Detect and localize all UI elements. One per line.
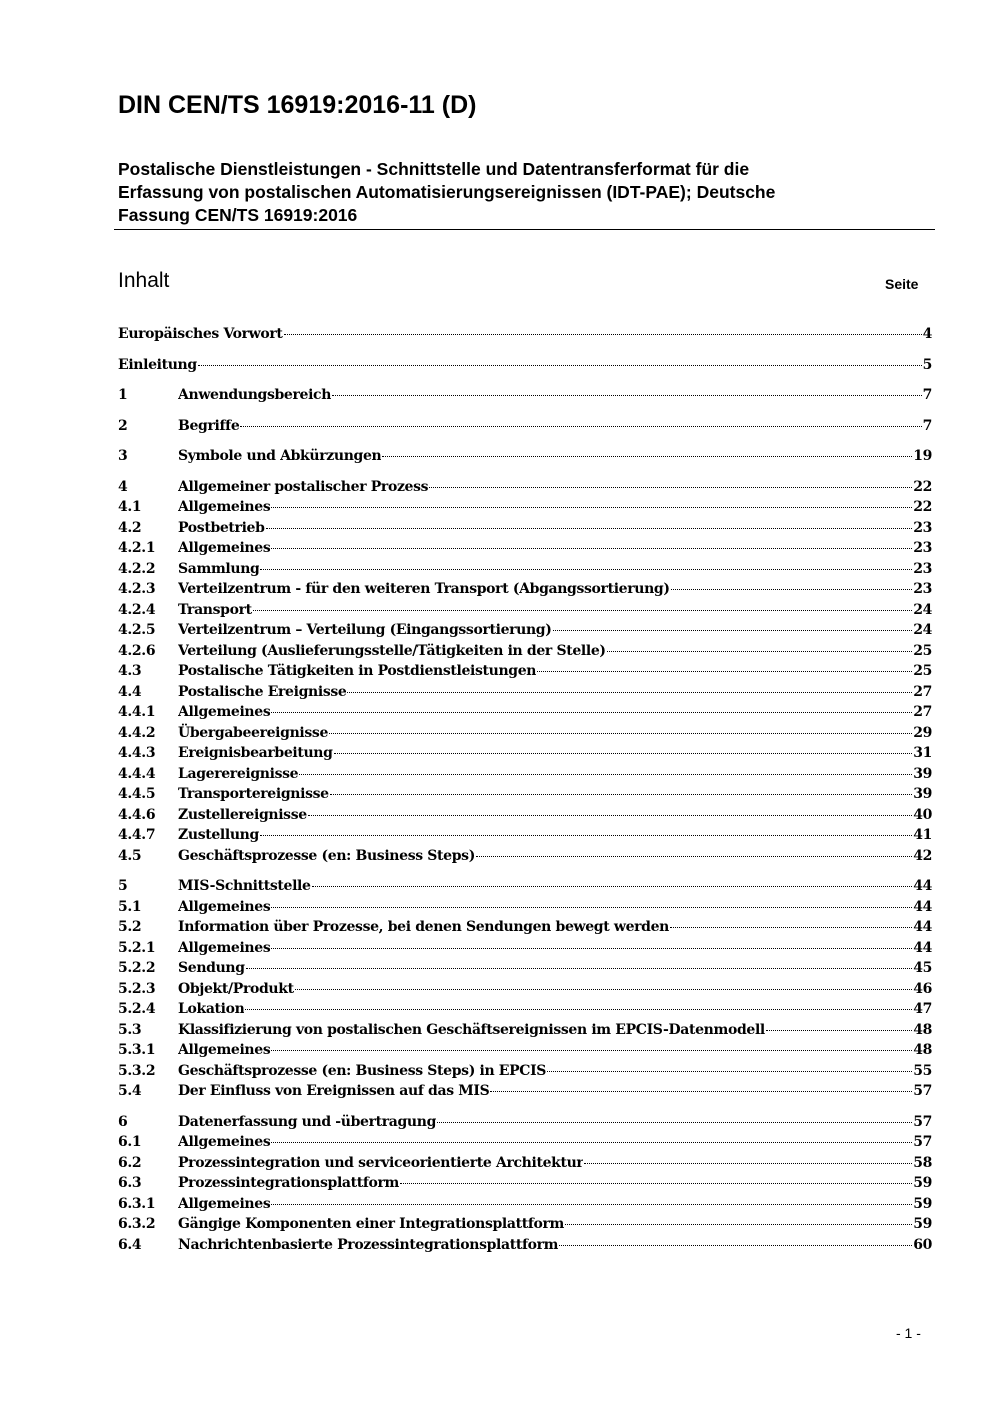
toc-entry-title: Allgemeines <box>178 704 271 720</box>
toc-entry-number: 4.4.6 <box>118 806 156 823</box>
toc-entry-title: Allgemeines <box>178 1042 271 1058</box>
toc-entry[interactable] <box>118 416 932 437</box>
toc-entry-number: 6 <box>118 1113 128 1130</box>
toc-entry-title: Prozessintegrationsplattform <box>178 1175 400 1191</box>
toc-entry-page: 22 <box>913 478 932 495</box>
toc-entry-title: Lagerereignisse <box>178 765 299 782</box>
toc-entry-page: 58 <box>913 1154 932 1171</box>
toc-entry-title: Anwendungsbereich <box>178 387 332 403</box>
toc-entry[interactable] <box>118 1061 932 1082</box>
toc-dot-leader <box>271 907 912 908</box>
toc-entry[interactable] <box>118 1194 932 1215</box>
toc-entry[interactable] <box>118 1081 932 1102</box>
toc-entry-title: Postalische Ereignisse <box>178 683 347 700</box>
toc-entry[interactable] <box>118 477 932 498</box>
toc-entry[interactable] <box>118 1235 932 1256</box>
toc-dot-leader <box>437 1122 912 1123</box>
toc-dot-leader <box>553 630 913 631</box>
toc-entry-title: Ereignisbearbeitung <box>178 745 333 761</box>
toc-entry-page: 57 <box>913 1134 932 1150</box>
toc-entry-number: 6.4 <box>118 1236 142 1253</box>
toc-entry-page: 23 <box>913 581 932 597</box>
toc-dot-leader <box>271 548 912 549</box>
toc-entry-number: 4.2 <box>118 519 142 536</box>
toc-entry-number: 4.4.7 <box>118 827 156 843</box>
toc-entry-title: Allgemeines <box>178 540 271 556</box>
toc-entry-title: Datenerfassung und -übertragung <box>178 1113 437 1130</box>
toc-dot-leader <box>332 395 922 396</box>
toc-entry-number: 5.3.2 <box>118 1062 156 1079</box>
toc-entry-page: 39 <box>913 765 932 782</box>
toc-entry-page: 7 <box>922 387 932 403</box>
toc-entry[interactable] <box>118 723 932 744</box>
toc-entry[interactable] <box>118 876 932 897</box>
toc-entry-number: 4.4.1 <box>118 704 156 720</box>
toc-dot-leader <box>271 1142 912 1143</box>
toc-entry-page: 23 <box>913 560 932 577</box>
toc-dot-leader <box>312 886 913 887</box>
toc-dot-leader <box>429 487 912 488</box>
toc-entry[interactable] <box>118 538 932 559</box>
toc-dot-leader <box>671 589 913 590</box>
toc-entry-number: 5.2 <box>118 919 142 935</box>
toc-entry-title: Transportereignisse <box>178 786 329 802</box>
toc-entry[interactable] <box>118 661 932 682</box>
toc-entry-page: 23 <box>913 540 932 556</box>
toc-dot-leader <box>537 671 912 672</box>
toc-entry-number: 5.1 <box>118 898 142 915</box>
toc-entry[interactable] <box>118 559 932 580</box>
toc-entry-page: 24 <box>913 601 932 618</box>
toc-entry-title: Transport <box>178 601 252 618</box>
toc-dot-leader <box>330 794 913 795</box>
toc-entry-title: Zustellereignisse <box>178 806 307 823</box>
toc-entry[interactable] <box>118 1214 932 1235</box>
toc-entry-page: 27 <box>913 704 932 720</box>
toc-entry[interactable] <box>118 917 932 938</box>
toc-entry-title: Einleitung <box>118 356 197 373</box>
toc-entry-page: 44 <box>913 939 932 956</box>
page-number: - 1 - <box>896 1325 921 1341</box>
toc-dot-leader <box>334 753 913 754</box>
toc-entry[interactable] <box>118 979 932 1000</box>
toc-entry[interactable] <box>118 846 932 867</box>
toc-entry-title: Sendung <box>178 960 245 976</box>
toc-entry-title: Allgemeines <box>178 1195 271 1212</box>
toc-entry-page: 59 <box>913 1216 932 1232</box>
toc-entry-title: Verteilzentrum - für den weiteren Transport (Abgangssortierung) <box>178 581 670 597</box>
document-subtitle <box>118 158 934 227</box>
toc-dot-leader <box>271 1050 912 1051</box>
toc-entry-page: 7 <box>922 417 932 434</box>
toc-entry-page: 31 <box>913 745 932 761</box>
toc-entry-title: Objekt/Produkt <box>178 980 294 997</box>
toc-entry[interactable] <box>118 579 932 600</box>
toc-entry-number: 5.2.4 <box>118 1001 156 1017</box>
subtitle-line: Postalische Dienstleistungen - Schnittstelle und Datentransferformat für die <box>118 159 750 179</box>
toc-entry-title: Sammlung <box>178 560 260 577</box>
toc-entry-title: Symbole und Abkürzungen <box>178 448 382 464</box>
toc-entry-title: Allgemeines <box>178 939 271 956</box>
toc-dot-leader <box>382 456 912 457</box>
toc-entry-number: 6.2 <box>118 1154 142 1171</box>
toc-dot-leader <box>271 948 912 949</box>
toc-dot-leader <box>271 712 912 713</box>
toc-entry[interactable] <box>118 641 932 662</box>
toc-entry[interactable] <box>118 805 932 826</box>
toc-entry-title: Verteilung (Auslieferungsstelle/Tätigkeiten in der Stelle) <box>178 642 606 659</box>
toc-entry-number: 6.3.1 <box>118 1195 156 1212</box>
toc-entry-number: 4.4 <box>118 683 142 700</box>
toc-dot-leader <box>271 1204 912 1205</box>
toc-entry-page: 24 <box>913 622 932 638</box>
toc-entry-number: 5.2.1 <box>118 939 156 956</box>
toc-entry-page: 46 <box>913 980 932 997</box>
toc-entry[interactable] <box>118 1173 932 1194</box>
subtitle-line: Erfassung von postalischen Automatisierungsereignissen (IDT-PAE); Deutsche <box>118 182 776 202</box>
toc-entry[interactable] <box>118 518 932 539</box>
toc-entry-title: Verteilzentrum – Verteilung (Eingangssortierung) <box>178 622 552 638</box>
toc-entry-page: 19 <box>913 448 932 464</box>
toc-entry-page: 45 <box>913 960 932 976</box>
toc-entry-title: Nachrichtenbasierte Prozessintegrationsplattform <box>178 1236 559 1253</box>
toc-dot-leader <box>266 528 913 529</box>
document-title: DIN CEN/TS 16919:2016-11 (D) <box>118 91 477 119</box>
toc-entry-number: 4.4.5 <box>118 786 156 802</box>
toc-entry-number: 3 <box>118 448 128 464</box>
toc-dot-leader <box>253 610 912 611</box>
toc-entry-page: 40 <box>913 806 932 823</box>
toc-entry[interactable] <box>118 743 932 764</box>
toc-dot-leader <box>308 815 912 816</box>
toc-entry[interactable] <box>118 784 932 805</box>
toc-entry-title: Klassifizierung von postalischen Geschäftsereignissen im EPCIS-Datenmodell <box>178 1021 765 1038</box>
toc-dot-leader <box>329 733 912 734</box>
toc-entry[interactable] <box>118 958 932 979</box>
toc-entry[interactable] <box>118 1132 932 1153</box>
subtitle-line: Fassung CEN/TS 16919:2016 <box>118 205 358 225</box>
toc-dot-leader <box>240 426 921 427</box>
toc-entry-page: 44 <box>913 919 932 935</box>
toc-entry-page: 42 <box>913 847 932 864</box>
toc-entry[interactable] <box>118 764 932 785</box>
toc-entry[interactable] <box>118 702 932 723</box>
toc-dot-leader <box>584 1163 912 1164</box>
toc-entry-page: 23 <box>913 519 932 536</box>
toc-entry-number: 5.2.2 <box>118 960 156 976</box>
toc-entry[interactable] <box>118 1112 932 1133</box>
toc-entry[interactable] <box>118 497 932 518</box>
toc-entry-number: 4.2.6 <box>118 642 156 659</box>
toc-entry-number: 4 <box>118 478 128 495</box>
toc-entry-page: 59 <box>913 1175 932 1191</box>
toc-dot-leader <box>547 1071 912 1072</box>
toc-entry-title: Prozessintegration und serviceorientierte Architektur <box>178 1154 584 1171</box>
toc-entry-number: 4.4.3 <box>118 745 156 761</box>
toc-entry[interactable] <box>118 825 932 846</box>
toc-dot-leader <box>246 968 913 969</box>
toc-entry-page: 22 <box>913 499 932 515</box>
toc-dot-leader <box>559 1245 912 1246</box>
toc-dot-leader <box>476 856 912 857</box>
toc-entry[interactable] <box>118 355 932 376</box>
toc-entry-title: Allgemeiner postalischer Prozess <box>178 478 429 495</box>
toc-entry-page: 60 <box>913 1236 932 1253</box>
toc-dot-leader <box>670 927 912 928</box>
toc-entry-page: 44 <box>913 878 932 894</box>
toc-entry-title: Gängige Komponenten einer Integrationsplattform <box>178 1216 565 1232</box>
toc-entry-number: 4.4.2 <box>118 724 156 741</box>
toc-dot-leader <box>400 1183 912 1184</box>
toc-entry[interactable] <box>118 1020 932 1041</box>
toc-entry[interactable] <box>118 324 932 345</box>
toc-entry-title: Begriffe <box>178 417 240 434</box>
toc-entry-title: Lokation <box>178 1001 245 1017</box>
toc-dot-leader <box>245 1009 912 1010</box>
page-column-label: Seite <box>885 276 919 292</box>
toc-entry-page: 44 <box>913 898 932 915</box>
toc-entry-number: 5.3 <box>118 1021 142 1038</box>
toc-entry-title: Geschäftsprozesse (en: Business Steps) in EPCIS <box>178 1062 547 1079</box>
toc-entry-page: 25 <box>913 663 932 679</box>
title-divider <box>114 229 935 230</box>
toc-entry-number: 4.2.1 <box>118 540 156 556</box>
toc-entry-page: 5 <box>922 356 932 373</box>
toc-dot-leader <box>490 1091 912 1092</box>
toc-entry-number: 5 <box>118 878 128 894</box>
toc-entry-page: 29 <box>913 724 932 741</box>
toc-entry-number: 1 <box>118 387 128 403</box>
toc-entry-number: 5.4 <box>118 1083 142 1099</box>
toc-entry[interactable] <box>118 1040 932 1061</box>
toc-entry-number: 4.3 <box>118 663 142 679</box>
toc-entry-title: Postbetrieb <box>178 519 265 536</box>
toc-dot-leader <box>565 1224 912 1225</box>
toc-entry-title: Übergabeereignisse <box>178 724 329 741</box>
toc-entry-page: 4 <box>922 326 932 342</box>
toc-entry[interactable] <box>118 682 932 703</box>
toc-entry[interactable] <box>118 999 932 1020</box>
toc-entry-page: 55 <box>913 1062 932 1079</box>
toc-dot-leader <box>607 651 913 652</box>
toc-entry-title: Allgemeines <box>178 499 271 515</box>
toc-dot-leader <box>284 334 922 335</box>
toc-entry-number: 4.2.2 <box>118 560 156 577</box>
toc-entry-number: 4.1 <box>118 499 142 515</box>
toc-dot-leader <box>260 569 912 570</box>
toc-entry-title: Allgemeines <box>178 1134 271 1150</box>
toc-entry-page: 57 <box>913 1113 932 1130</box>
toc-entry-page: 27 <box>913 683 932 700</box>
toc-entry[interactable] <box>118 620 932 641</box>
toc-entry-number: 5.2.3 <box>118 980 156 997</box>
toc-dot-leader <box>271 507 912 508</box>
toc-entry-page: 47 <box>913 1001 932 1017</box>
toc-entry-title: Der Einfluss von Ereignissen auf das MIS <box>178 1083 490 1099</box>
toc-entry-number: 6.3.2 <box>118 1216 156 1232</box>
table-of-contents <box>118 324 932 1255</box>
toc-entry-title: Zustellung <box>178 827 259 843</box>
toc-entry-title: Information über Prozesse, bei denen Sendungen bewegt werden <box>178 919 669 935</box>
toc-entry-number: 4.2.3 <box>118 581 156 597</box>
toc-dot-leader <box>347 692 912 693</box>
toc-entry[interactable] <box>118 446 932 467</box>
toc-entry-page: 25 <box>913 642 932 659</box>
toc-dot-leader <box>260 835 912 836</box>
toc-entry-number: 4.2.5 <box>118 622 156 638</box>
toc-entry-number: 5.3.1 <box>118 1042 156 1058</box>
toc-dot-leader <box>766 1030 912 1031</box>
toc-entry-number: 4.2.4 <box>118 601 156 618</box>
toc-entry-title: Europäisches Vorwort <box>118 326 283 342</box>
toc-entry-title: MIS-Schnittstelle <box>178 878 311 894</box>
toc-entry-title: Postalische Tätigkeiten in Postdienstleistungen <box>178 663 537 679</box>
toc-entry-page: 41 <box>913 827 932 843</box>
toc-entry-page: 59 <box>913 1195 932 1212</box>
toc-entry[interactable] <box>118 938 932 959</box>
toc-entry-page: 48 <box>913 1021 932 1038</box>
toc-entry-page: 57 <box>913 1083 932 1099</box>
toc-entry-title: Geschäftsprozesse (en: Business Steps) <box>178 847 475 864</box>
toc-entry[interactable] <box>118 1153 932 1174</box>
toc-entry[interactable] <box>118 600 932 621</box>
toc-entry-number: 2 <box>118 417 128 434</box>
toc-dot-leader <box>295 989 912 990</box>
toc-entry-page: 39 <box>913 786 932 802</box>
toc-entry[interactable] <box>118 385 932 406</box>
toc-dot-leader <box>198 365 922 366</box>
toc-entry-page: 48 <box>913 1042 932 1058</box>
toc-entry-number: 4.4.4 <box>118 765 156 782</box>
toc-entry-number: 6.3 <box>118 1175 142 1191</box>
toc-entry-number: 4.5 <box>118 847 142 864</box>
toc-entry[interactable] <box>118 897 932 918</box>
toc-heading: Inhalt <box>118 269 170 292</box>
toc-dot-leader <box>299 774 912 775</box>
toc-entry-title: Allgemeines <box>178 898 271 915</box>
toc-entry-number: 6.1 <box>118 1134 142 1150</box>
